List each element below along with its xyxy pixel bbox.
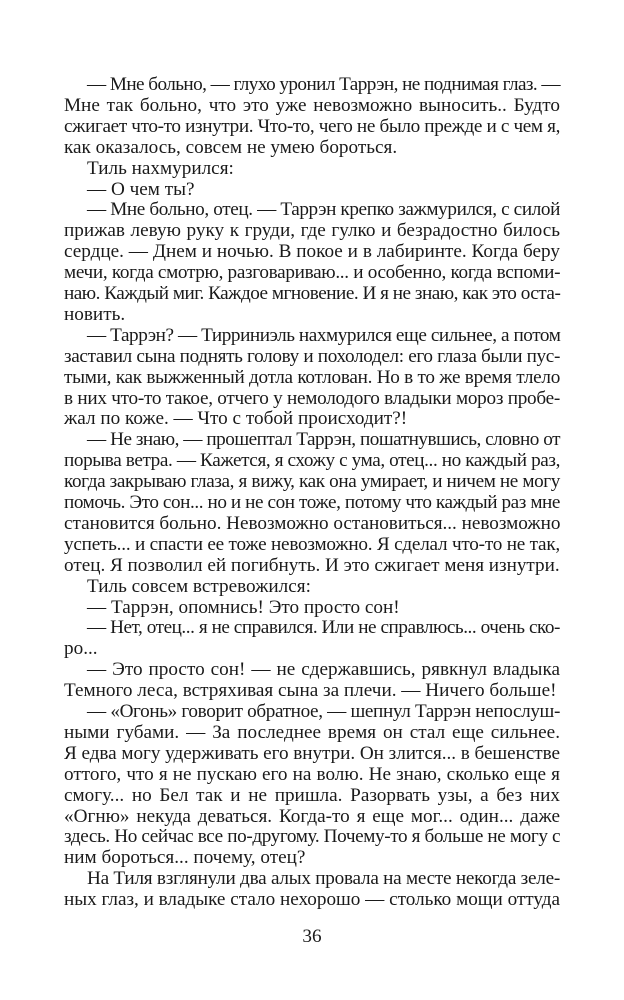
text-line: отец. Я позволил ей погибнуть. И это сжигает меня изнутри. [64,554,560,576]
text-line: когда закрываю глаза, я вижу, как она умирает, и ничем не могу [64,471,560,493]
text-line: Тиль совсем встревожился: [87,575,311,597]
text-line: «Огню» некуда деваться. Когда-то я еще мог... один... даже [64,805,560,827]
text-line: оттого, что я не пускаю его на волю. Не знаю, сколько еще я [64,763,560,785]
text-line: становится больно. Невозможно остановиться... невозможно [64,512,561,534]
text-line: — «Огонь» говорит обратное, — шепнул Таррэн непослуш- [87,701,560,722]
text-line: Тиль нахмурился: [87,157,234,179]
text-line: тыми, как выжженный дотла котлован. Но в то же время тлело [64,366,561,388]
text-line: как оказалось, совсем не умею бороться. [64,136,398,158]
text-line: — Это просто сон! — не сдержавшись, рявкнул владыка [87,659,560,681]
book-page [64,72,560,972]
text-line: ним бороться... почему, отец? [64,847,306,869]
text-line: мечи, когда смотрю, разговариваю... и особенно, когда вспоми- [64,262,561,284]
text-line: жал по коже. — Что с тобой происходит?! [64,408,408,430]
text-line: Темного леса, встряхивая сына за плечи. — Ничего больше! [64,680,557,702]
text-line: порыва ветра. — Кажется, я схожу с ума, отец... но каждый раз, [64,450,561,472]
text-line: — Таррэн? — Тирриниэль нахмурился еще сильнее, а потом [87,324,561,346]
text-line: прижав левую руку к груди, где гулко и безрадостно билось [64,220,560,242]
text-line: заставил сына поднять голову и похолодел: его глаза были пус- [64,345,560,367]
text-line: Я едва могу удерживать его внутри. Он злится... в бешенстве [64,742,560,764]
text-line: — Нет, отец... я не справился. Или не справлюсь... очень ско- [87,617,560,639]
text-line: ро... [64,638,98,660]
text-line: — Не знаю, — прошептал Таррэн, пошатнувшись, словно от [87,429,560,451]
text-line: здесь. Но сейчас все по-другому. Почему-то я больше не могу с [64,826,561,848]
text-line: сжигает что-то изнутри. Что-то, чего не было прежде и с чем я, [64,115,561,137]
text-line: — Мне больно, — глухо уронил Таррэн, не поднимая глаз. — [87,74,560,95]
text-line: — Таррэн, опомнись! Это просто сон! [87,596,400,618]
text-line: ными губами. — За последнее время он стал еще сильнее. [64,721,560,743]
text-line: наю. Каждый миг. Каждое мгновение. И я не знаю, как это оста- [64,283,561,304]
text-line: успеть... и спасти ее тоже невозможно. Я сделал что-то не так, [64,533,560,555]
text-line: — Мне больно, отец. — Таррэн крепко зажмурился, с силой [87,199,560,221]
text-line: помочь. Это сон... но и не сон тоже, потому что каждый раз мне [64,492,560,513]
text-line: сердце. — Днем и ночью. В покое и в лабиринте. Когда беру [64,241,560,263]
text-line: Мне так больно, что это уже невозможно выносить.. Будто [64,94,560,116]
page-number: 36 [302,926,322,947]
text-line: — О чем ты? [87,178,195,200]
text-line: новить. [64,303,126,325]
text-line: в них что-то такое, отчего у немолодого владыки мороз пробе- [64,387,560,409]
text-line: На Тиля взглянули два алых провала на месте некогда зеле- [87,868,560,890]
text-line: ных глаз, и владыке стало нехорошо — столько мощи оттуда [64,889,560,911]
text-line: смогу... но Бел так и не пришла. Разорвать узы, а без них [64,784,560,806]
